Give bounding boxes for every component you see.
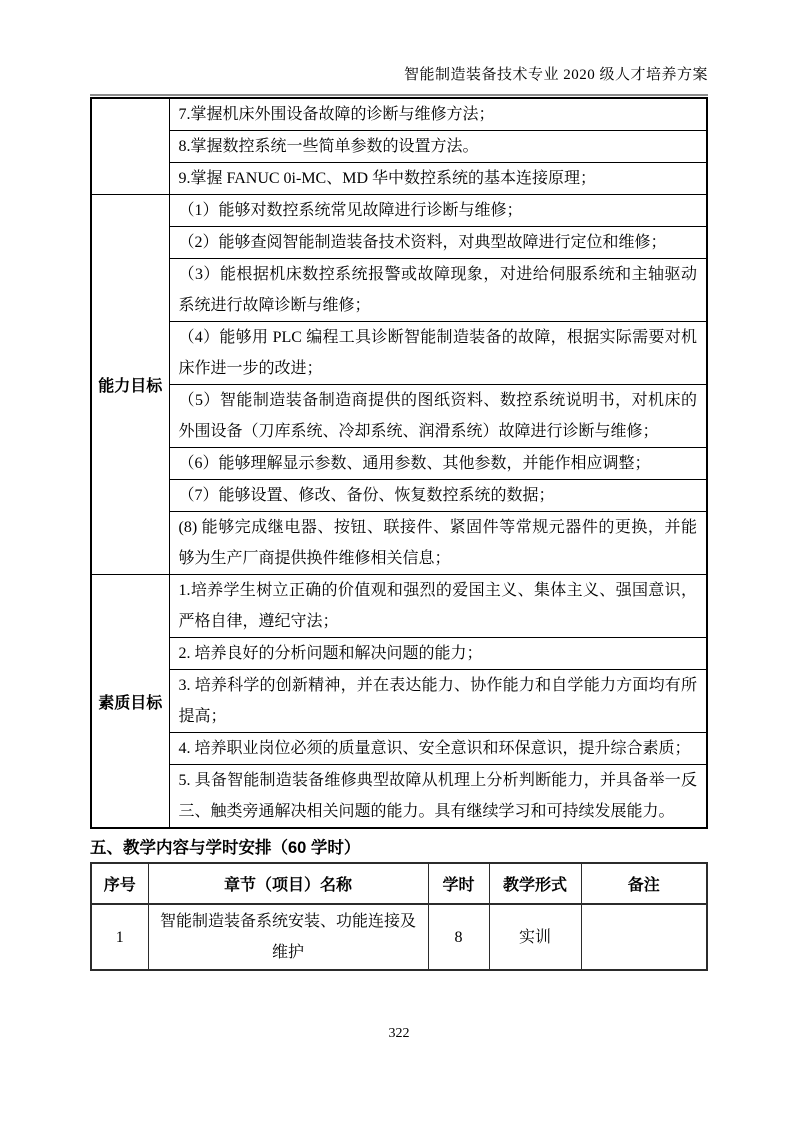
schedule-table	[90, 862, 708, 971]
table-row	[91, 638, 707, 670]
table-row	[91, 385, 707, 448]
goal-item: （7）能够设置、修改、备份、恢复数控系统的数据；	[169, 480, 707, 512]
table-row	[91, 765, 707, 829]
cell-chapter-name: 智能制造装备系统安装、功能连接及维护	[148, 904, 428, 970]
goal-item: （6）能够理解显示参数、通用参数、其他参数，并能作相应调整；	[169, 448, 707, 480]
goal-item: （5）智能制造装备制造商提供的图纸资料、数控系统说明书，对机床的外围设备（刀库系统、冷却系统、润滑系统）故障进行诊断与维修；	[169, 385, 707, 448]
col-header-teaching-form: 教学形式	[489, 863, 581, 904]
cell-index: 1	[91, 904, 148, 970]
goal-item: 7.掌握机床外围设备故障的诊断与维修方法；	[169, 98, 707, 131]
document-header-title: 智能制造装备技术专业 2020 级人才培养方案	[403, 67, 708, 83]
table-row	[91, 259, 707, 322]
page-number: 322	[388, 1026, 410, 1041]
cell-hours: 8	[428, 904, 489, 970]
goals-table	[90, 97, 708, 829]
col-header-chapter-name: 章节（项目）名称	[148, 863, 428, 904]
header-rule	[90, 94, 708, 96]
goal-item: （2）能够查阅智能制造装备技术资料，对典型故障进行定位和维修；	[169, 227, 707, 259]
goal-item: 3. 培养科学的创新精神，并在表达能力、协作能力和自学能力方面均有所提高；	[169, 670, 707, 733]
col-header-hours: 学时	[428, 863, 489, 904]
table-row	[91, 195, 707, 227]
section-heading: 五、教学内容与学时安排（60 学时）	[90, 839, 361, 857]
table-row	[91, 575, 707, 638]
goal-item: 8.掌握数控系统一些简单参数的设置方法。	[169, 131, 707, 163]
goal-item: 4. 培养职业岗位必须的质量意识、安全意识和环保意识，提升综合素质；	[169, 733, 707, 765]
goal-section-label-empty	[91, 98, 169, 195]
table-row	[91, 98, 707, 131]
table-row	[91, 163, 707, 195]
cell-teaching-form: 实训	[489, 904, 581, 970]
schedule-row	[91, 904, 707, 970]
goal-section-label-quality: 素质目标	[91, 575, 169, 829]
goal-item: 9.掌握 FANUC 0i-MC、MD 华中数控系统的基本连接原理；	[169, 163, 707, 195]
goal-item: （4）能够用 PLC 编程工具诊断智能制造装备的故障，根据实际需要对机床作进一步的改进；	[169, 322, 707, 385]
table-row	[91, 448, 707, 480]
table-row	[91, 322, 707, 385]
schedule-header-row	[91, 863, 707, 904]
goal-item: 5. 具备智能制造装备维修典型故障从机理上分析判断能力，并具备举一反三、触类旁通解决相关问题的能力。具有继续学习和可持续发展能力。	[169, 765, 707, 829]
cell-remarks	[581, 904, 707, 970]
goal-item: 2. 培养良好的分析问题和解决问题的能力；	[169, 638, 707, 670]
goal-item: （1）能够对数控系统常见故障进行诊断与维修；	[169, 195, 707, 227]
table-row	[91, 512, 707, 575]
col-header-remarks: 备注	[581, 863, 707, 904]
col-header-index: 序号	[91, 863, 148, 904]
goal-section-label-ability: 能力目标	[91, 195, 169, 575]
goal-item: (8) 能够完成继电器、按钮、联接件、紧固件等常规元器件的更换，并能够为生产厂商提供换件维修相关信息；	[169, 512, 707, 575]
goal-item: 1.培养学生树立正确的价值观和强烈的爱国主义、集体主义、强国意识，严格自律，遵纪守法；	[169, 575, 707, 638]
table-row	[91, 131, 707, 163]
table-row	[91, 227, 707, 259]
table-row	[91, 733, 707, 765]
table-row	[91, 670, 707, 733]
table-row	[91, 480, 707, 512]
goal-item: （3）能根据机床数控系统报警或故障现象，对进给伺服系统和主轴驱动系统进行故障诊断与维修；	[169, 259, 707, 322]
